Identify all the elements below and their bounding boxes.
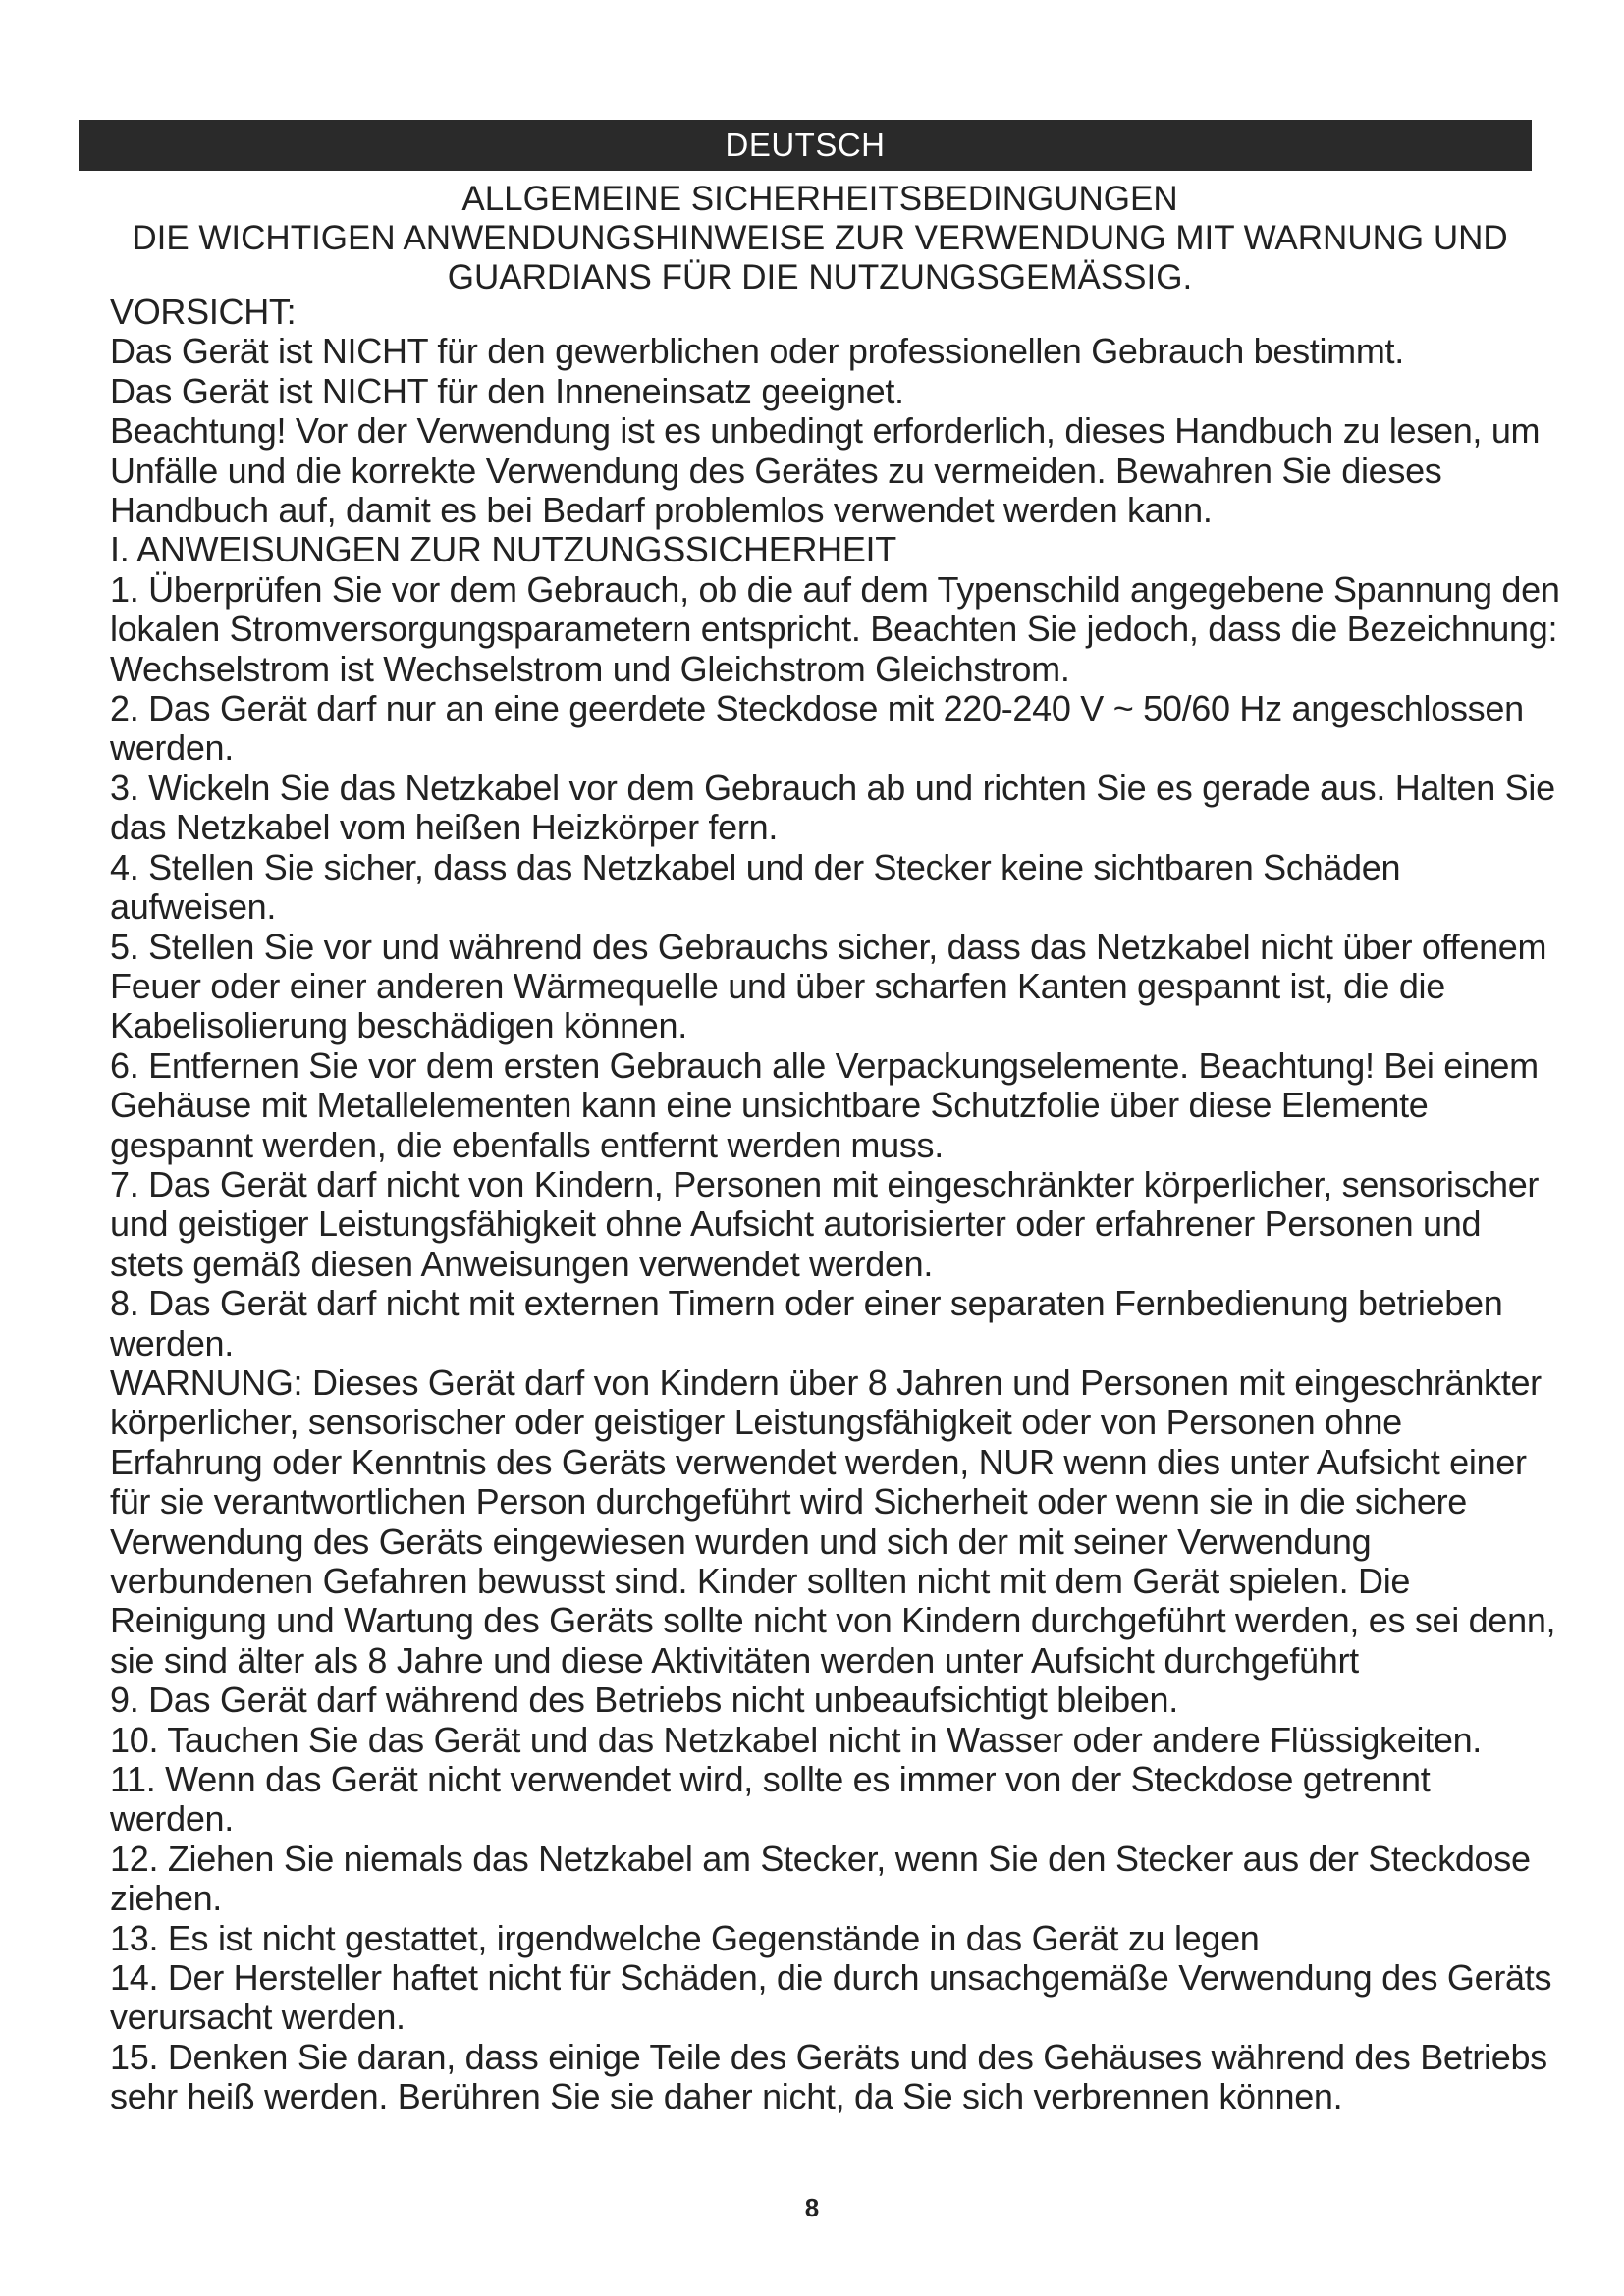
paragraph-not-indoor: Das Gerät ist NICHT für den Inneneinsatz geeignet. [110,370,904,411]
instruction-item-3: 3. Wickeln Sie das Netzkabel vor dem Gebrauch ab und richten Sie es gerade aus. Halten Sie das Netzkabel vom heißen Heizkörper fern. [110,767,1555,848]
warning-paragraph: WARNUNG: Dieses Gerät darf von Kindern über 8 Jahren und Personen mit eingeschränkter körperlicher, sensorischer oder geistiger Leistungsfähigkeit oder von Personen ohne Erfahrung oder Kenntnis des Geräts verwendet werden, NUR wenn dies unter Aufsicht einer für sie verantwortlichen Person durchgeführt wird Sicherheit oder wenn sie in die sichere Verwendung des Geräts eingewiesen wurden und sich der mit seiner Verwendung verbundenen Gefahren bewusst sind. Kinder sollten nicht mit dem Gerät spielen. Die Reinigung und Wartung des Geräts sollte nicht von Kindern durchgeführt werden, es sei denn, sie sind älter als 8 Jahre und diese Aktivitäten werden unter Aufsicht durchgeführt [110,1362,1556,1681]
section-heading-usage-safety: I. ANWEISUNGEN ZUR NUTZUNGSSICHERHEIT [110,529,896,570]
instruction-item-14: 14. Der Hersteller haftet nicht für Schäden, die durch unsachgemäße Verwendung des Geräts verursacht werden. [110,1957,1552,2038]
instruction-item-9: 9. Das Gerät darf während des Betriebs nicht unbeaufsichtigt bleiben. [110,1680,1178,1721]
instruction-item-4: 4. Stellen Sie sicher, dass das Netzkabel und der Stecker keine sichtbaren Schäden aufweisen. [110,846,1401,928]
instruction-item-7: 7. Das Gerät darf nicht von Kindern, Personen mit eingeschränkter körperlicher, sensorischer und geistiger Leistungsfähigkeit ohne Aufsicht autorisierter oder erfahrener Personen und stets gemäß diesen Anweisungen verwendet werden. [110,1163,1540,1284]
page-number: 8 [804,2193,820,2222]
section-headings [108,180,1532,297]
language-header-bar: DEUTSCH [79,120,1532,171]
instruction-item-6: 6. Entfernen Sie vor dem ersten Gebrauch alle Verpackungselemente. Beachtung! Bei einem Gehäuse mit Metallelementen kann eine unsichtbare Schutzfolie über diese Elemente gespannt werden, die ebenfalls entfernt werden muss. [110,1044,1539,1165]
manual-body [110,293,1563,2117]
instruction-item-13: 13. Es ist nicht gestattet, irgendwelche Gegenstände in das Gerät zu legen [110,1917,1260,1958]
paragraph-read-manual: Beachtung! Vor der Verwendung ist es unbedingt erforderlich, dieses Handbuch zu lesen, um Unfälle und die korrekte Verwendung des Gerätes zu vermeiden. Bewahren Sie dieses Handbuch auf, damit es bei Bedarf problemlos verwendet werden kann. [110,410,1541,531]
instruction-item-11: 11. Wenn das Gerät nicht verwendet wird, sollte es immer von der Steckdose getrennt werden. [110,1759,1431,1840]
heading-subtitle-line-2: GUARDIANS FÜR DIE NUTZUNGSGEMÄSSIG. [447,258,1193,296]
instruction-item-10: 10. Tauchen Sie das Gerät und das Netzkabel nicht in Wasser oder andere Flüssigkeiten. [110,1719,1483,1760]
heading-title: ALLGEMEINE SICHERHEITSBEDINGUNGEN [461,180,1178,218]
caution-label: VORSICHT: [110,292,297,332]
paragraph-not-commercial: Das Gerät ist NICHT für den gewerblichen oder professionellen Gebrauch bestimmt. [110,331,1404,372]
heading-subtitle-line-1: DIE WICHTIGEN ANWENDUNGSHINWEISE ZUR VERWENDUNG MIT WARNUNG UND [132,219,1508,257]
instruction-item-2: 2. Das Gerät darf nur an eine geerdete Steckdose mit 220-240 V ~ 50/60 Hz angeschlossen werden. [110,688,1524,769]
instruction-item-1: 1. Überprüfen Sie vor dem Gebrauch, ob die auf dem Typenschild angegebene Spannung den lokalen Stromversorgungsparametern entspricht. Beachten Sie jedoch, dass die Bezeichnung: Wechselstrom ist Wechselstrom und Gleichstrom Gleichstrom. [110,568,1560,689]
instruction-item-15: 15. Denken Sie daran, dass einige Teile des Geräts und des Gehäuses während des Betriebs sehr heiß werden. Berühren Sie sie daher nicht, da Sie sich verbrennen können. [110,2036,1547,2117]
instruction-item-8: 8. Das Gerät darf nicht mit externen Timern oder einer separaten Fernbedienung betrieben werden. [110,1283,1503,1363]
instruction-item-12: 12. Ziehen Sie niemals das Netzkabel am Stecker, wenn Sie den Stecker aus der Steckdose ziehen. [110,1838,1531,1919]
instruction-item-5: 5. Stellen Sie vor und während des Gebrauchs sicher, dass das Netzkabel nicht über offenem Feuer oder einer anderen Wärmequelle und über scharfen Kanten gespannt ist, die die Kabelisolierung beschädigen können. [110,926,1547,1046]
